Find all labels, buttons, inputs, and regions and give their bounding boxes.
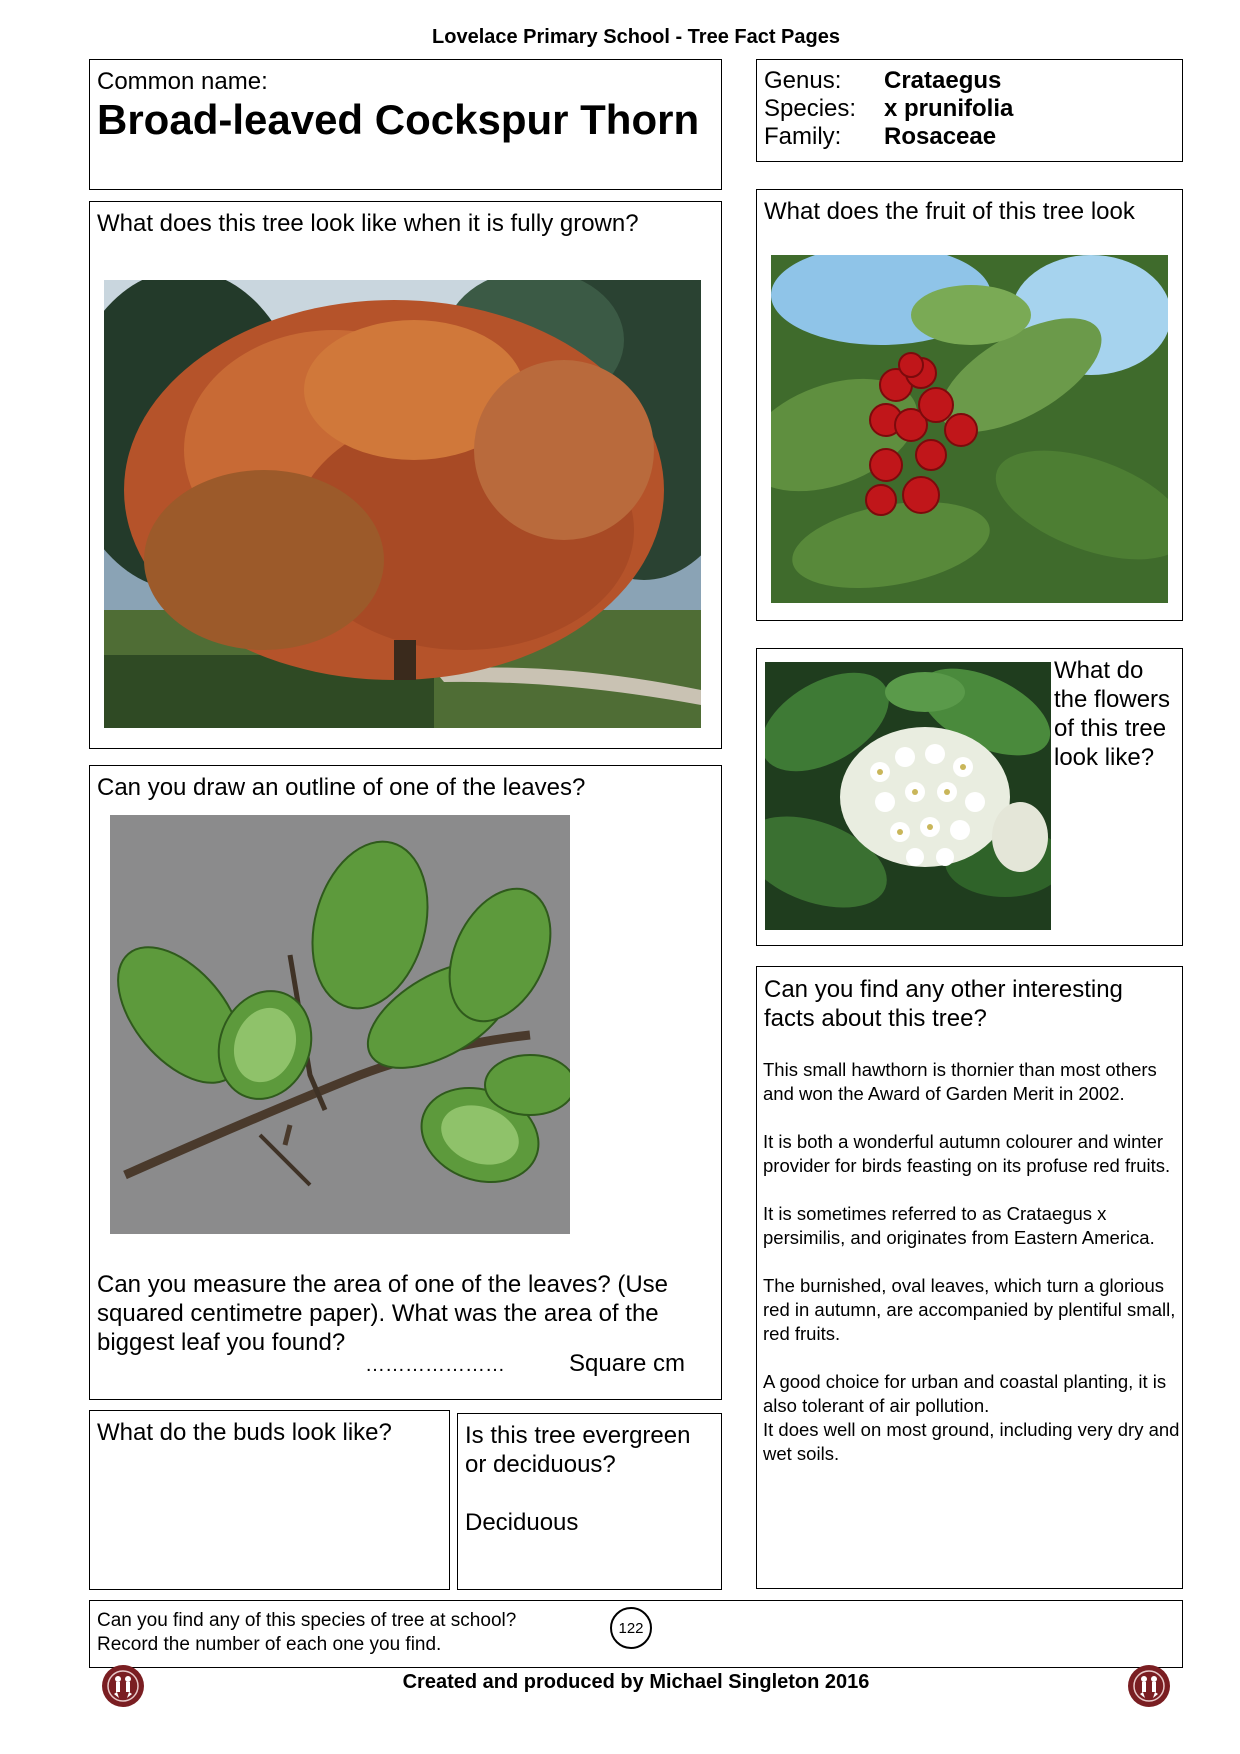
tree-photo bbox=[104, 280, 701, 728]
fully-grown-question: What does this tree look like when it is fully grown? bbox=[97, 210, 639, 237]
record-instruction: Record the number of each one you find. bbox=[97, 1634, 442, 1655]
genus-value: Crataegus bbox=[884, 67, 1002, 94]
buds-box bbox=[89, 1410, 450, 1590]
evergreen-question: Is this tree evergreen or deciduous? bbox=[465, 1422, 691, 1478]
fully-grown-box bbox=[89, 201, 722, 749]
family-label: Family: bbox=[764, 123, 842, 150]
common-name-box bbox=[89, 59, 722, 190]
measure-unit: Square cm bbox=[569, 1350, 686, 1377]
fact-item: It is both a wonderful autumn colourer and winter provider for birds feasting on its profuse red fruits. bbox=[763, 1131, 1171, 1176]
flowers-photo bbox=[765, 662, 1051, 930]
school-logo-right bbox=[1127, 1664, 1171, 1708]
fruit-photo bbox=[771, 255, 1168, 603]
school-question: Can you find any of this species of tree at school? bbox=[97, 1610, 517, 1631]
credit-line: Created and produced by Michael Singleton 2016 bbox=[402, 1671, 870, 1693]
family-value: Rosaceae bbox=[884, 123, 997, 150]
flowers-question: What do the flowers of this tree look like? bbox=[1054, 657, 1171, 771]
fact-item: It is sometimes referred to as Crataegus x persimilis, and originates from Eastern America. bbox=[763, 1203, 1155, 1248]
taxonomy-box bbox=[756, 59, 1183, 162]
species-label: Species: bbox=[764, 95, 857, 122]
measure-answer-line: ………………… bbox=[365, 1354, 505, 1376]
leaves-question: Can you draw an outline of one of the leaves? bbox=[97, 774, 586, 801]
evergreen-box bbox=[457, 1413, 722, 1590]
fact-item: A good choice for urban and coastal planting, it is also tolerant of air pollution. It does well on most ground, including very dry and wet soils. bbox=[763, 1371, 1180, 1464]
page-number-badge: 122 bbox=[610, 1607, 652, 1649]
tree-common-name: Broad-leaved Cockspur Thorn bbox=[97, 96, 700, 143]
facts-list bbox=[763, 1058, 1183, 1490]
fruit-question: What does the fruit of this tree look bbox=[764, 198, 1135, 225]
fact-item: The burnished, oval leaves, which turn a glorious red in autumn, are accompanied by plentiful small, red fruits. bbox=[763, 1275, 1176, 1344]
evergreen-answer: Deciduous bbox=[465, 1509, 579, 1536]
buds-question: What do the buds look like? bbox=[97, 1419, 392, 1446]
common-name-label: Common name: bbox=[97, 68, 268, 95]
measure-question: Can you measure the area of one of the leaves? (Use squared centimetre paper). What was the area of the biggest leaf you found? bbox=[97, 1271, 669, 1356]
leaf-photo bbox=[110, 815, 570, 1234]
fruit-box bbox=[756, 189, 1183, 621]
genus-label: Genus: bbox=[764, 67, 842, 94]
page-header: Lovelace Primary School - Tree Fact Pages bbox=[432, 26, 840, 48]
facts-question: Can you find any other interesting facts about this tree? bbox=[764, 976, 1123, 1032]
species-value: x prunifolia bbox=[884, 95, 1014, 122]
flowers-box bbox=[756, 648, 1183, 946]
leaves-box bbox=[89, 765, 722, 1400]
fact-item: This small hawthorn is thornier than most others and won the Award of Garden Merit in 2002. bbox=[763, 1059, 1157, 1104]
